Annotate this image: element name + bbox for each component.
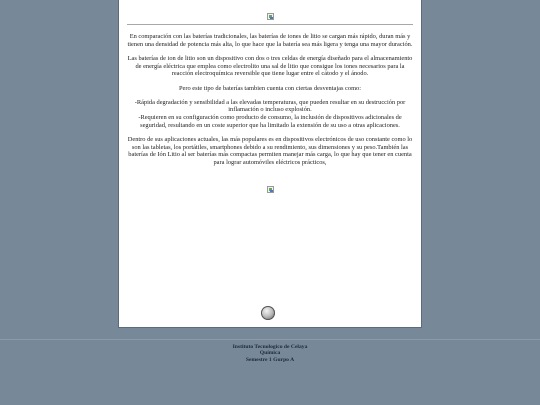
loading-spinner-icon: [261, 306, 275, 320]
footer-institution: Instituto Tecnologico de Celaya: [232, 344, 308, 350]
article-body: [125, 33, 415, 173]
footer-subject: Química: [259, 350, 281, 357]
header-divider: [127, 24, 413, 25]
paragraph-comparison: En comparación con las baterías tradicionales, las baterías de iones de litio se cargan más rápido, duran más y tienen una densidad de potencia más alta, lo que hace que la batería sea más ligera y tenga una mayor duración.: [127, 33, 413, 48]
footer-divider: [0, 339, 540, 340]
paragraph-disadvantage-1: -Rápida degradación y sensibilidad a las elevadas temperaturas, que pueden resultar en su destrucción por inflamación o incluso explosión.: [134, 98, 406, 114]
footer-semester: Semestre 1 Gurpo A: [245, 356, 295, 363]
paragraph-disadvantages-intro: Pero este tipo de baterías tambien cuenta con ciertas desventajas como:: [178, 84, 362, 92]
broken-image-icon: [267, 13, 274, 20]
footer: [0, 344, 540, 363]
paragraph-disadvantage-2: -Requieren en su configuración como producto de consumo, la inclusión de dispositivos adicionales de seguridad, resultando en un coste superior que ha limitado la extensión de su uso a otras aplicaciones.: [138, 114, 402, 129]
content-page: [118, 0, 422, 328]
paragraph-definition: Las baterías de ion de litio son un dispositivo con dos o tres celdas de energía diseñado para el almacenamiento de energía eléctrica que emplea como electrolito una sal de litio que consigue los iones necesarios para la reacción electroquímica reversible que tiene lugar entre el cátodo y el ánodo.: [127, 54, 413, 78]
paragraph-applications: Dentro de sus aplicaciones actuales, las más populares es en dispositivos electrónicos de uso constante como lo son las tabletas, los portátiles, smartphones debido a su rendimiento, sus dimensiones y su peso.También las baterías de Ión Litio al ser baterías más compactas permiten manejar más carga, lo que hay que tener en cuenta para lograr automóviles eléctricos prácticos,: [127, 136, 413, 167]
broken-image-icon: [267, 186, 274, 193]
